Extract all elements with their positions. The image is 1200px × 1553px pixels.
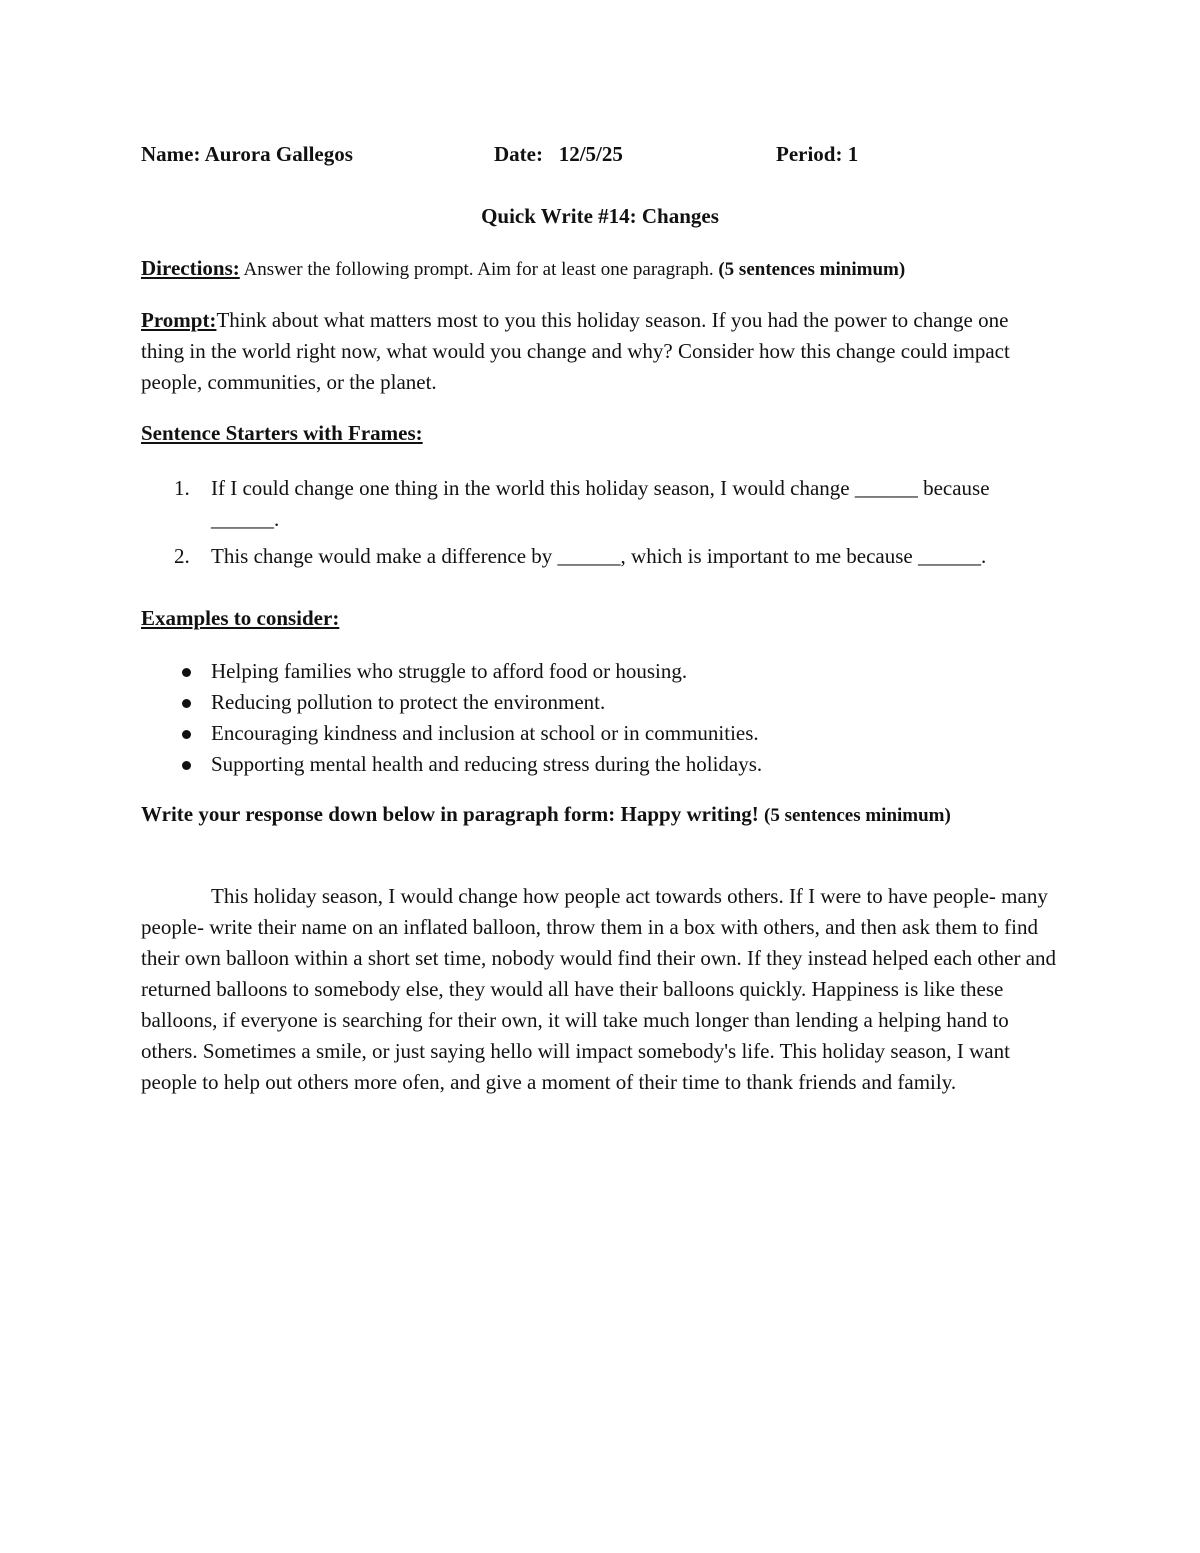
directions-text: Answer the following prompt. Aim for at least one paragraph. xyxy=(239,259,719,280)
header-row xyxy=(141,142,1081,172)
list-item-text: If I could change one thing in the world this holiday season, I would change ______ because ______. xyxy=(211,476,990,531)
list-item xyxy=(141,541,1001,572)
list-item xyxy=(141,656,1001,687)
response-heading-text: Write your response down below in paragraph form: Happy writing! xyxy=(141,802,765,826)
examples-heading: Examples to consider: xyxy=(141,606,340,630)
bullet-icon xyxy=(182,699,191,708)
bullet-icon xyxy=(182,761,191,770)
student-response: This holiday season, I would change how people act towards others. If I were to have people- many people- write their name on an inflated balloon, throw them in a box with others, and then ask them to find their own balloon within a short set time, nobody would find their own. If they instead helped each other and returned balloons to somebody else, they would all have their balloons quickly. Happiness is like these balloons, if everyone is searching for their own, it will take much longer than lending a helping hand to others. Sometimes a smile, or just saying hello will impact somebody's life. This holiday season, I want people to help out others more ofen, and give a moment of their time to thank friends and family. xyxy=(141,884,1057,1094)
list-item xyxy=(141,718,1001,749)
list-item-text: This change would make a difference by ______, which is important to me because ______. xyxy=(211,544,987,568)
list-item-text: Reducing pollution to protect the environment. xyxy=(211,690,606,714)
period-field: Period: 1 xyxy=(776,142,859,166)
list-item xyxy=(141,687,1001,718)
list-item xyxy=(141,473,1001,535)
list-item-text: Helping families who struggle to afford food or housing. xyxy=(211,659,688,683)
list-item xyxy=(141,749,1001,780)
list-item-text: Encouraging kindness and inclusion at school or in communities. xyxy=(211,721,759,745)
bullet-icon xyxy=(182,668,191,677)
bullet-icon xyxy=(182,730,191,739)
examples-list xyxy=(141,656,1001,780)
list-item-text: Supporting mental health and reducing stress during the holidays. xyxy=(211,752,763,776)
prompt-label: Prompt: xyxy=(141,308,217,332)
response-heading xyxy=(141,802,1091,827)
response-heading-minimum: (5 sentences minimum) xyxy=(764,805,951,826)
directions-minimum: (5 sentences minimum) xyxy=(718,259,906,280)
directions xyxy=(141,256,1081,281)
list-number: 1. xyxy=(174,476,190,500)
date-field: Date: 12/5/25 xyxy=(494,142,623,166)
student-name: Name: Aurora Gallegos xyxy=(141,142,353,166)
list-number: 2. xyxy=(174,544,190,568)
prompt-text: Think about what matters most to you this holiday season. If you had the power to change one thing in the world right now, what would you change and why? Consider how this change could impact people, communities, or the planet. xyxy=(141,308,1010,394)
directions-label: Directions: xyxy=(141,256,240,280)
starters-list xyxy=(141,473,1001,578)
prompt xyxy=(141,305,1046,398)
page-title: Quick Write #14: Changes xyxy=(481,204,719,228)
starters-heading: Sentence Starters with Frames: xyxy=(141,421,423,445)
